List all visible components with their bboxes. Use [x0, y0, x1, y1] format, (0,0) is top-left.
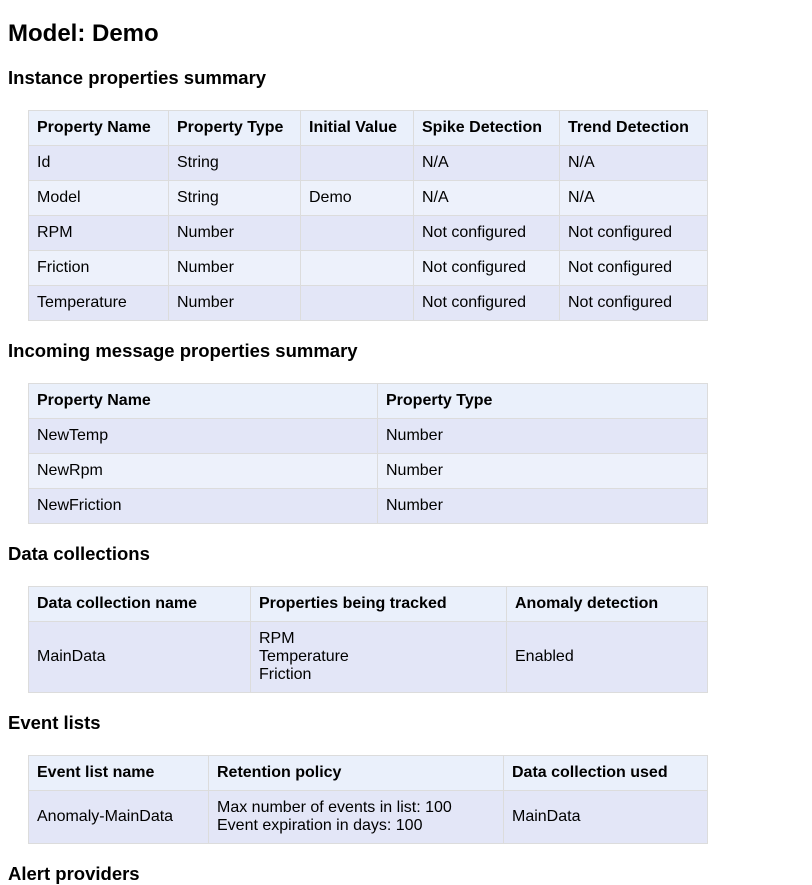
- table-cell: N/A: [560, 181, 708, 216]
- table-cell: RPM: [29, 216, 169, 251]
- table-cell: N/A: [560, 146, 708, 181]
- table-cell: Not configured: [560, 286, 708, 321]
- collections-heading: Data collections: [8, 543, 150, 564]
- table-cell: Model: [29, 181, 169, 216]
- events-heading: Event lists: [8, 712, 101, 733]
- table-cell: N/A: [414, 146, 560, 181]
- tracked-property: Friction: [259, 666, 312, 683]
- table-cell: Not configured: [414, 216, 560, 251]
- table-row: [29, 454, 708, 489]
- table-cell: String: [169, 181, 301, 216]
- column-header: Data collection used: [504, 756, 708, 791]
- table-cell: Friction: [29, 251, 169, 286]
- table-cell: [301, 251, 414, 286]
- table-cell: Number: [169, 216, 301, 251]
- column-header: Trend Detection: [560, 111, 708, 146]
- table-cell: Enabled: [507, 622, 708, 693]
- column-header: Properties being tracked: [251, 587, 507, 622]
- table-cell: Number: [378, 454, 708, 489]
- table-cell: [301, 146, 414, 181]
- column-header: Initial Value: [301, 111, 414, 146]
- retention-policy-line: Max number of events in list: 100: [217, 799, 452, 816]
- table-row: [29, 146, 708, 181]
- column-header: Data collection name: [29, 587, 251, 622]
- table-cell: Not configured: [560, 251, 708, 286]
- table-cell: Not configured: [414, 251, 560, 286]
- table-cell: Temperature: [29, 286, 169, 321]
- alerts-heading: Alert providers: [8, 863, 140, 884]
- tracked-property: Temperature: [259, 648, 349, 665]
- table-row: [29, 791, 708, 844]
- column-header: Event list name: [29, 756, 209, 791]
- incoming-heading: Incoming message properties summary: [8, 340, 358, 361]
- column-header: Anomaly detection: [507, 587, 708, 622]
- table-row: [29, 419, 708, 454]
- table-cell: Anomaly-MainData: [29, 791, 209, 844]
- incoming-table: [28, 383, 708, 524]
- table-row: [29, 489, 708, 524]
- table-cell: [301, 216, 414, 251]
- table-cell: Not configured: [560, 216, 708, 251]
- column-header: Property Type: [378, 384, 708, 419]
- table-cell: Number: [169, 286, 301, 321]
- page-title: Model: Demo: [8, 20, 159, 47]
- column-header: Retention policy: [209, 756, 504, 791]
- column-header: Property Type: [169, 111, 301, 146]
- table-cell: MainData: [29, 622, 251, 693]
- instance-table: [28, 110, 708, 321]
- events-table: [28, 755, 708, 844]
- table-cell: Number: [378, 489, 708, 524]
- retention-policy-cell: [209, 791, 504, 844]
- table-header-row: [29, 587, 708, 622]
- table-header-row: [29, 756, 708, 791]
- table-cell: Not configured: [414, 286, 560, 321]
- table-cell: NewFriction: [29, 489, 378, 524]
- collections-table: [28, 586, 708, 693]
- table-cell: Demo: [301, 181, 414, 216]
- column-header: Property Name: [29, 384, 378, 419]
- table-cell: Id: [29, 146, 169, 181]
- tracked-property: RPM: [259, 630, 295, 647]
- column-header: Property Name: [29, 111, 169, 146]
- table-row: [29, 622, 708, 693]
- tracked-properties-cell: [251, 622, 507, 693]
- table-cell: MainData: [504, 791, 708, 844]
- table-header-row: [29, 111, 708, 146]
- table-cell: NewRpm: [29, 454, 378, 489]
- retention-policy-line: Event expiration in days: 100: [217, 817, 423, 834]
- table-row: [29, 251, 708, 286]
- table-cell: NewTemp: [29, 419, 378, 454]
- table-cell: N/A: [414, 181, 560, 216]
- table-cell: [301, 286, 414, 321]
- table-header-row: [29, 384, 708, 419]
- table-cell: String: [169, 146, 301, 181]
- table-cell: Number: [378, 419, 708, 454]
- column-header: Spike Detection: [414, 111, 560, 146]
- table-row: [29, 181, 708, 216]
- table-cell: Number: [169, 251, 301, 286]
- table-row: [29, 216, 708, 251]
- table-row: [29, 286, 708, 321]
- instance-heading: Instance properties summary: [8, 67, 267, 88]
